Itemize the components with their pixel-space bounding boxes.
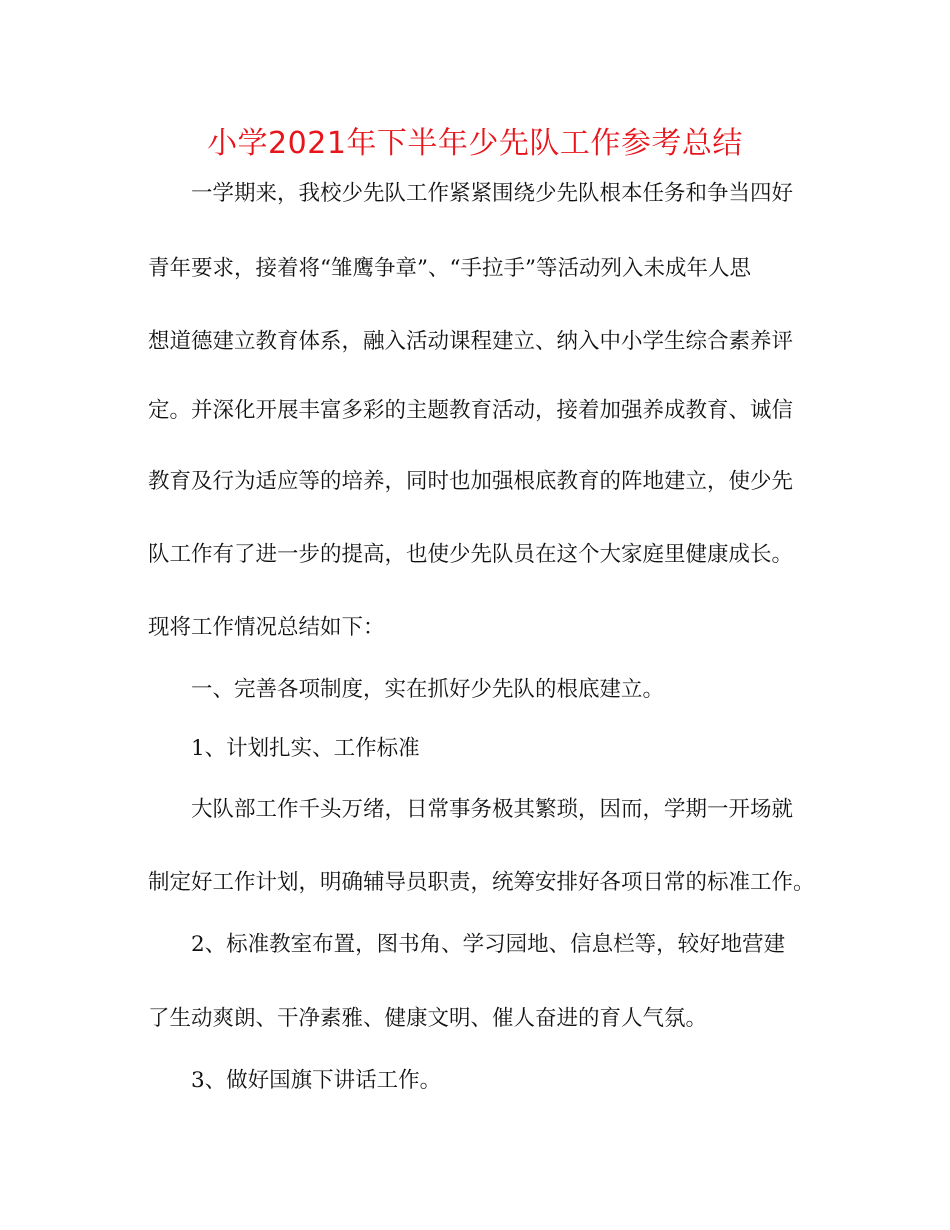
paragraph-line: 了生动爽朗、干净素雅、健康文明、催人奋进的育人气氛。 bbox=[148, 1006, 708, 1031]
subsection-heading: 3、做好国旗下讲话工作。 bbox=[191, 1068, 442, 1093]
section-heading: 一、完善各项制度，实在抓好少先队的根底建立。 bbox=[191, 677, 665, 702]
paragraph-line: 定。并深化开展丰富多彩的主题教育活动，接着加强养成教育、诚信 bbox=[148, 398, 794, 423]
paragraph-line: 青年要求，接着将“雏鹰争章”、“手拉手”等活动列入未成年人思 bbox=[148, 256, 751, 281]
paragraph-line: 大队部工作千头万绪，日常事务极其繁琐，因而，学期一开场就 bbox=[191, 797, 794, 822]
subsection-heading: 1、计划扎实、工作标准 bbox=[191, 736, 420, 761]
paragraph-line: 现将工作情况总结如下： bbox=[148, 615, 385, 640]
paragraph-line: 2、标准教室布置，图书角、学习园地、信息栏等，较好地营建 bbox=[191, 932, 786, 957]
paragraph-line: 一学期来，我校少先队工作紧紧围绕少先队根本任务和争当四好 bbox=[191, 181, 794, 206]
paragraph-line: 教育及行为适应等的培养，同时也加强根底教育的阵地建立，使少先 bbox=[148, 469, 794, 494]
paragraph-line: 想道德建立教育体系，融入活动课程建立、纳入中小学生综合素养评 bbox=[148, 329, 794, 354]
paragraph-line: 制定好工作计划，明确辅导员职责，统筹安排好各项日常的标准工作。 bbox=[148, 870, 815, 895]
paragraph-line: 队工作有了进一步的提高，也使少先队员在这个大家庭里健康成长。 bbox=[148, 542, 794, 567]
document-title: 小学2021年下半年少先队工作参考总结 bbox=[207, 126, 743, 161]
